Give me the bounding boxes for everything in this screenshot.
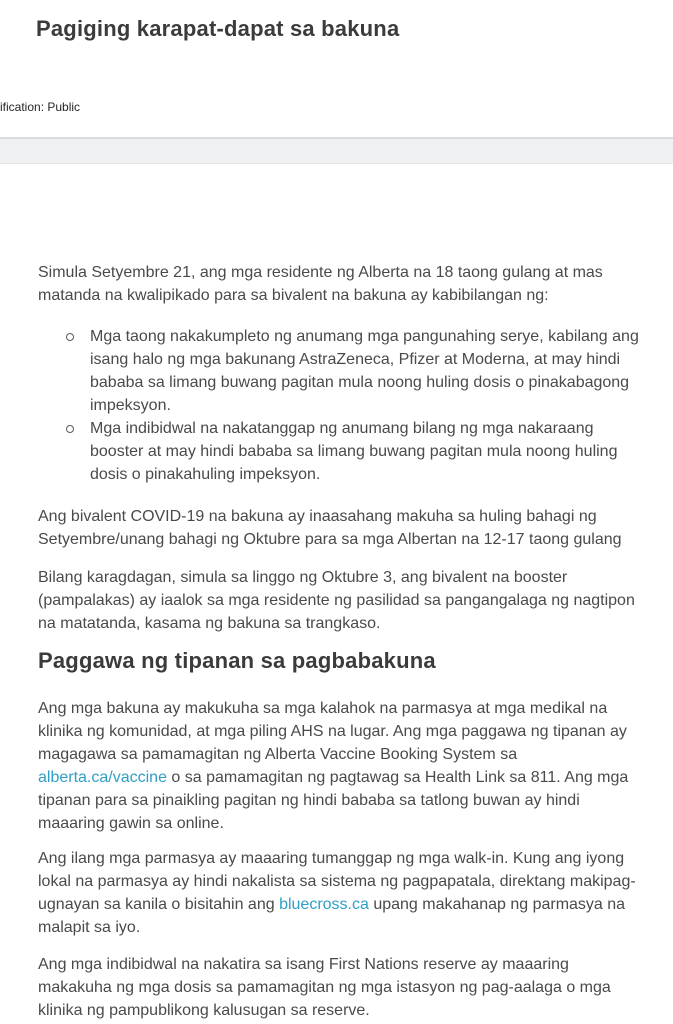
page-title: Pagiging karapat-dapat sa bakuna [36,16,400,41]
walkins-line3-before: ugnayan sa kanila o bisitahin ang [38,896,280,913]
walkins-line3-after: upang makahanap ng parmasya na [368,896,626,913]
paragraph-intro: Simula Setyembre 21, ang mga residente ng Alberta na 18 taong gulang at mas matanda na kwalipikado para sa bivalent na bakuna ay kabibilangan ng: [38,264,603,304]
paragraph-bivalent-timing: Ang bivalent COVID-19 na bakuna ay inaasahang makuha sa huling bahagi ng Setyembre/unang bahagi ng Oktubre para sa mga Albertan na 12-17 taong gulang [38,508,622,548]
paragraph-walkins: Ang ilang mga parmasya ay maaaring tumanggap ng mga walk-in. Kung ang iyong lokal na parmasya ay hindi nakalista sa sistema ng pagpapatala, direktang makipag- ugnayan sa kanila o bisitahin ang bluecross.ca upang makahanap ng parmasya na malapit sa iyo. [38,850,636,936]
alberta-vaccine-link[interactable]: alberta.ca/vaccine [38,769,167,786]
paragraph-booking: Ang mga bakuna ay makukuha sa mga kalahok na parmasya at mga medikal na klinika ng komunidad, at mga piling AHS na lugar. Ang mga paggawa ng tipanan ay magagawa sa pamamagitan ng Alberta Vaccine Booking System sa alberta.ca/vaccine o sa pamamagitan ng pagtawag sa Health Link sa 811. Ang mga tipanan para sa pinaikling pagitan ng hindi bababa sa tatlong buwan ay hindi maaaring gawin sa online. [38,700,629,832]
bluecross-link[interactable]: bluecross.ca [279,896,369,913]
paragraph-first-nations: Ang mga indibidwal na nakatira sa isang First Nations reserve ay maaaring makakuha ng mga dosis sa pamamagitan ng mga istasyon ng pag-aalaga o mga klinika ng pampublikong kalusugan sa reserve. [38,956,611,1019]
paragraph-congregate-care: Bilang karagdagan, simula sa linggo ng Oktubre 3, ang bivalent na booster (pampalakas) ay iaalok sa mga residente ng pasilidad sa pangangalaga ng nagtipon na matatanda, kasama ng bakuna sa trangkaso. [38,569,635,632]
classification-label: ification: Public [0,100,81,114]
section-heading-appointments: Paggawa ng tipanan sa pagbabakuna [38,648,436,673]
booking-line4-text: o sa pamamagitan ng pagtawag sa Health Link sa 811. Ang mga [166,769,629,786]
divider-band [0,137,673,164]
list-item: Mga taong nakakumpleto ng anumang mga pangunahing serye, kabilang ang isang halo ng mga bakunang AstraZeneca, Pfizer at Moderna, at may hindi bababa sa limang buwang pagitan mula noong huling dosis o pinakabagong impeksyon. [38,325,650,417]
eligibility-bullet-list [38,325,650,486]
document-body [38,261,650,1022]
list-item: Mga indibidwal na nakatanggap ng anumang bilang ng mga nakaraang booster at may hindi bababa sa limang buwang pagitan mula noong huling dosis o pinakahuling impeksyon. [38,417,650,486]
